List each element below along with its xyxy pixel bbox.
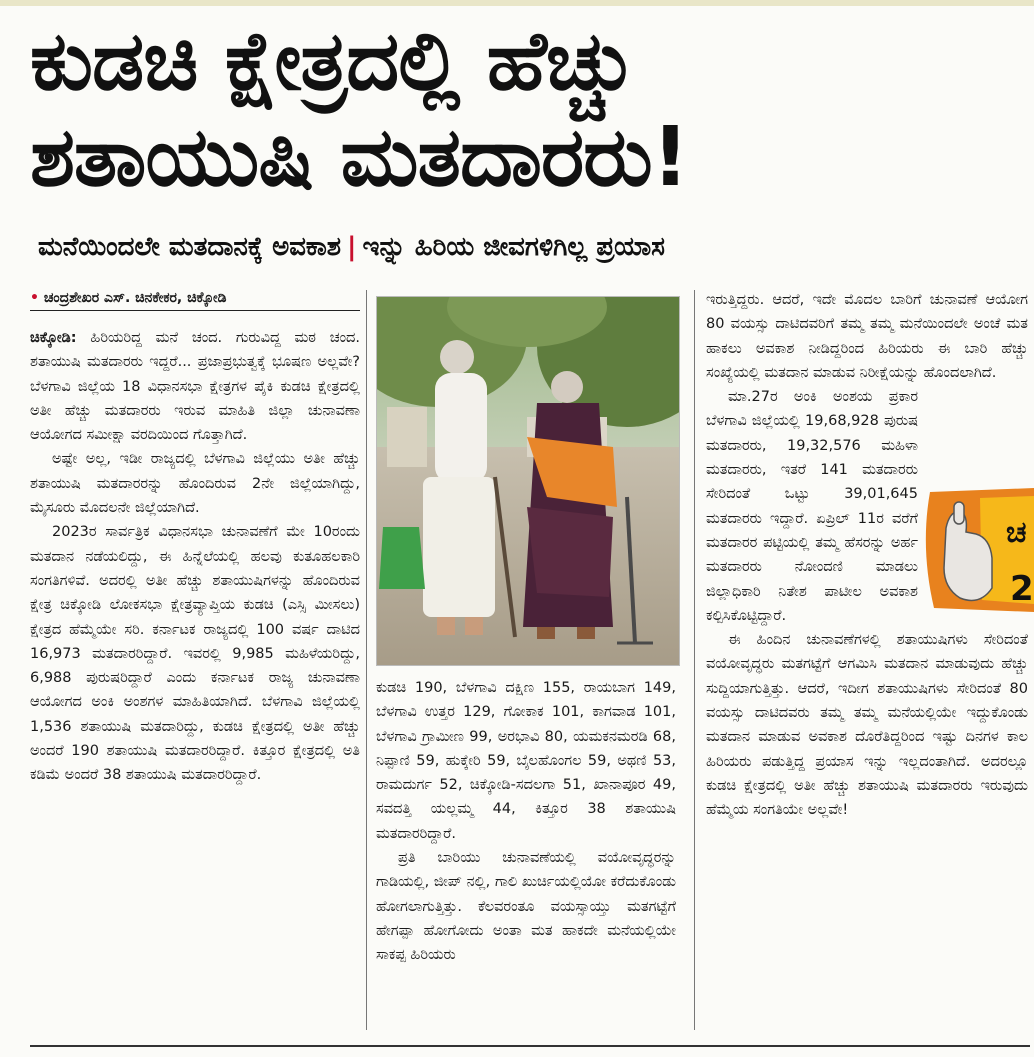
byline [30, 290, 360, 311]
paragraph: ಪ್ರತಿ ಬಾರಿಯು ಚುನಾವಣೆಯಲ್ಲಿ ವಯೋವೃದ್ಧರನ್ನು ಗಾಡಿಯಲ್ಲಿ, ಜೀಪ್ ನಲ್ಲಿ, ಗಾಲಿ ಖುರ್ಚಿಯಲ್ಲಿಯೋ ಕರೆದುಕೊಂಡು ಹೋಗಲಾಗುತ್ತಿತ್ತು. ಕೆಲವರಂತೂ ವಯಸ್ಸಾಯ್ತು ಮತಗಟ್ಟೆಗೆ ಹೇಗಪ್ಪಾ ಹೋಗೋದು ಅಂತಾ ಮತ ಹಾಕದೇ ಮನೆಯಲ್ಲಿಯೇ ಸಾಕಪ್ಪ ಹಿರಿಯರು [376, 850, 676, 964]
subhead-right: ಇನ್ನು ಹಿರಿಯ ಜೀವಗಳಿಗಿಲ್ಲ ಪ್ರಯಾಸ [362, 232, 665, 262]
elderly-couple-photo [376, 296, 680, 666]
subheadline [38, 232, 1028, 263]
paragraph: ಅಷ್ಟೇ ಅಲ್ಲ, ಇಡೀ ರಾಜ್ಯದಲ್ಲಿ ಬೆಳಗಾವಿ ಜಿಲ್ಲೆಯು ಅತೀ ಹೆಚ್ಚು ಶತಾಯುಷಿ ಮತದಾರರನ್ನು ಹೊಂದಿರುವ 2ನೇ ಜಿಲ್ಲೆಯಾಗಿದ್ದು, ಮೈಸೂರು ಮೊದಲನೇ ಜಿಲ್ಲೆಯಾಗಿದೆ. [30, 451, 360, 517]
page-headline [30, 14, 1020, 206]
paragraph: ಮಾ.27ರ ಅಂಕಿ ಅಂಶಯ ಪ್ರಕಾರ ಬೆಳಗಾವಿ ಜಿಲ್ಲೆಯಲ್ಲಿ 19,68,928 ಪುರುಷ ಮತದಾರರು, 19,32,576 ಮಹಿಳಾ ಮತದಾರರು, ಇತರೆ 141 ಮತದಾರರು ಸೇರಿದಂತೆ ಒಟ್ಟು 39,01,645 ಮತದಾರರು ಇದ್ದಾರೆ. ಏಪ್ರಿಲ್ 11ರ ವರೆಗೆ ಮತದಾರರ ಪಟ್ಟಿಯಲ್ಲಿ ತಮ್ಮ ಹೆಸರನ್ನು ಅರ್ಹ ಮತದಾರರು ನೋಂದಣಿ ಮಾಡಲು ಜಿಲ್ಲಾಧಿಕಾರಿ ನಿತೇಶ ಪಾಟೀಲ ಅವಕಾಶ ಕಲ್ಪಿಸಿಕೊಟ್ಟಿದ್ದಾರೆ. [706, 389, 918, 624]
paragraph-text: ಹಿರಿಯರಿದ್ದ ಮನೆ ಚಂದ. ಗುರುವಿದ್ದ ಮಠ ಚಂದ. ಶತಾಯುಷಿ ಮತದಾರರು ಇದ್ದರೆ... ಪ್ರಜಾಪ್ರಭುತ್ವಕ್ಕೆ ಭೂಷಣ ಅಲ್ಲವೇ? ಬೆಳಗಾವಿ ಜಿಲ್ಲೆಯ 18 ವಿಧಾನಸಭಾ ಕ್ಷೇತ್ರಗಳ ಪೈಕಿ ಕುಡಚಿ ಕ್ಷೇತ್ರದಲ್ಲಿ ಅತೀ ಹೆಚ್ಚು ಮತದಾರರು ಇರುವ ಮಾಹಿತಿ ಜಿಲ್ಲಾ ಚುನಾವಣಾ ಆಯೋಗದ ಸಮೀಕ್ಷಾ ವರದಿಯಿಂದ ಗೊತ್ತಾಗಿದೆ. [30, 330, 361, 444]
paragraph: ಇರುತ್ತಿದ್ದರು. ಆದರೆ, ಇದೇ ಮೊದಲ ಬಾರಿಗೆ ಚುನಾವಣೆ ಆಯೋಗ 80 ವಯಸ್ಸು ದಾಟಿದವರಿಗೆ ತಮ್ಮ ತಮ್ಮ ಮನೆಯಿಂದಲೇ ಅಂಚೆ ಮತ ಹಾಕಲು ಅವಕಾಶ ನೀಡಿದ್ದರಿಂದ ಹಿರಿಯರು ಈ ಬಾರಿ ಹೆಚ್ಚು ಸಂಖ್ಯೆಯಲ್ಲಿ ಮತದಾನ ಮಾಡುವ ನಿರೀಕ್ಷೆಯನ್ನು ಹೊಂದಲಾಗಿದೆ. [706, 292, 1028, 381]
paragraph: 2023ರ ಸಾರ್ವತ್ರಿಕ ವಿಧಾನಸಭಾ ಚುನಾವಣೆಗೆ ಮೇ 10ರಂದು ಮತದಾನ ನಡೆಯಲಿದ್ದು, ಈ ಹಿನ್ನೆಲೆಯಲ್ಲಿ ಹಲವು ಕುತೂಹಲಕಾರಿ ಸಂಗತಿಗಳಿವೆ. ಅದರಲ್ಲಿ ಅತೀ ಹೆಚ್ಚು ಶತಾಯುಷಿಗಳನ್ನು ಹೊಂದಿರುವ ಕ್ಷೇತ್ರ ಚಿಕ್ಕೋಡಿ ಲೋಕಸಭಾ ಕ್ಷೇತ್ರವ್ಯಾಪ್ತಿಯ ಕುಡಚಿ (ಎಸ್ಸಿ ಮೀಸಲು) ಕ್ಷೇತ್ರದ ಹೆಮ್ಮೆಯೇ ಸರಿ. ಕರ್ನಾಟಕ ರಾಜ್ಯದಲ್ಲಿ 100 ವರ್ಷ ದಾಟಿದ 16,973 ಮತದಾರರಿದ್ದಾರೆ. ಇವರಲ್ಲಿ 9,985 ಮಹಿಳೆಯರಿದ್ದು, 6,988 ಪುರುಷರಿದ್ದಾರೆ ಎಂದು ಕರ್ನಾಟಕ ರಾಜ್ಯ ಚುನಾವಣಾ ಆಯೋಗದ ಅಂಕಿ ಅಂಶಗಳ ಮಾಹಿತಿಯಾಗಿದೆ. ಬೆಳಗಾವಿ ಜಿಲ್ಲೆಯಲ್ಲಿ 1,536 ಶತಾಯುಷಿ ಮತದಾರಿದ್ದು, ಕುಡಚಿ ಕ್ಷೇತ್ರದಲ್ಲಿ ಅತೀ ಹೆಚ್ಚು ಅಂದರೆ 190 ಶತಾಯುಷಿ ಮತದಾರರಿದ್ದಾರೆ. ಕಿತ್ತೂರ ಕ್ಷೇತ್ರದಲ್ಲಿ ಅತಿ ಕಡಿಮೆ ಅಂದರೆ 38 ಶತಾಯುಷಿ ಮತದಾರರಿದ್ದಾರೆ. [30, 524, 360, 784]
headline-line-1: ಕುಡಚಿ ಕ್ಷೇತ್ರದಲ್ಲಿ ಹೆಚ್ಚು [30, 14, 636, 109]
bullet-icon: • [30, 290, 39, 306]
byline-author: ಚಂದ್ರಶೇಖರ ಎಸ್. ಚಿನಕೇಕರ, ಚಿಕ್ಕೋಡಿ [43, 290, 227, 306]
dateline: ಚಿಕ್ಕೋಡಿ: [30, 330, 77, 346]
badge-number: 2 [1010, 569, 1034, 609]
paragraph [30, 326, 360, 447]
column-divider [694, 290, 695, 1030]
headline-line-2: ಶತಾಯುಷಿ ಮತದಾರರು! [30, 110, 689, 205]
subhead-left: ಮನೆಯಿಂದಲೇ ಮತದಾನಕ್ಕೆ ಅವಕಾಶ [38, 232, 342, 262]
paragraph: ಈ ಹಿಂದಿನ ಚುನಾವಣೆಗಳಲ್ಲಿ ಶತಾಯುಷಿಗಳು ಸೇರಿದಂತೆ ವಯೋವೃದ್ಧರು ಮತಗಟ್ಟೆಗೆ ಆಗಮಿಸಿ ಮತದಾನ ಮಾಡುವುದು ಹೆಚ್ಚು ಸುದ್ದಿಯಾಗುತ್ತಿತ್ತು. ಆದರೆ, ಇದೀಗ ಶತಾಯುಷಿಗಳು ಸೇರಿದಂತೆ 80 ವಯಸ್ಸು ದಾಟಿದವರು ತಮ್ಮ ತಮ್ಮ ಮನೆಯಲ್ಲಿಯೇ ಇದ್ದುಕೊಂಡು ಮತದಾನ ಮಾಡುವ ಅವಕಾಶ ದೊರೆತಿದ್ದರಿಂದ ಇಷ್ಟು ದಿನಗಳ ಕಾಲ ಹಿರಿಯರು ಪಡುತ್ತಿದ್ದ ಪ್ರಯಾಸ ಇನ್ನು ಇಲ್ಲದಂತಾಗಿದೆ. ಅದರಲ್ಲೂ ಕುಡಚಿ ಕ್ಷೇತ್ರದಲ್ಲಿ ಅತೀ ಹೆಚ್ಚು ಶತಾಯುಷಿ ಮತದಾರರು ಇರುವುದು ಹೆಮ್ಮೆಯ ಸಂಗತಿಯೇ ಅಲ್ಲವೇ! [706, 632, 1028, 819]
paragraph: ಕುಡಚಿ 190, ಬೆಳಗಾವಿ ದಕ್ಷಿಣ 155, ರಾಯಬಾಗ 149, ಬೆಳಗಾವಿ ಉತ್ತರ 129, ಗೋಕಾಕ 101, ಕಾಗವಾಡ 101, ಬೆಳಗಾವಿ ಗ್ರಾಮೀಣ 99, ಅರಭಾವಿ 80, ಯಮಕನಮರಡಿ 68, ನಿಪ್ಪಾಣಿ 59, ಹುಕ್ಕೇರಿ 59, ಬೈಲಹೊಂಗಲ 59, ಅಥಣಿ 53, ರಾಮದುರ್ಗ 52, ಚಿಕ್ಕೋಡಿ-ಸದಲಗಾ 51, ಖಾನಾಪೂರ 49, ಸವದತ್ತಿ ಯಲ್ಲಮ್ಮ 44, ಕಿತ್ತೂರ 38 ಶತಾಯುಷಿ ಮತದಾರರಿದ್ದಾರೆ. [376, 680, 676, 842]
article-column-2 [376, 676, 676, 968]
top-rule [0, 0, 1034, 6]
bottom-rule [30, 1045, 1030, 1047]
column-divider [366, 290, 367, 1030]
voting-finger-badge [920, 488, 1034, 612]
subhead-separator: | [347, 232, 357, 262]
badge-letter: ಚ [1006, 515, 1027, 550]
article-column-1 [30, 326, 360, 788]
